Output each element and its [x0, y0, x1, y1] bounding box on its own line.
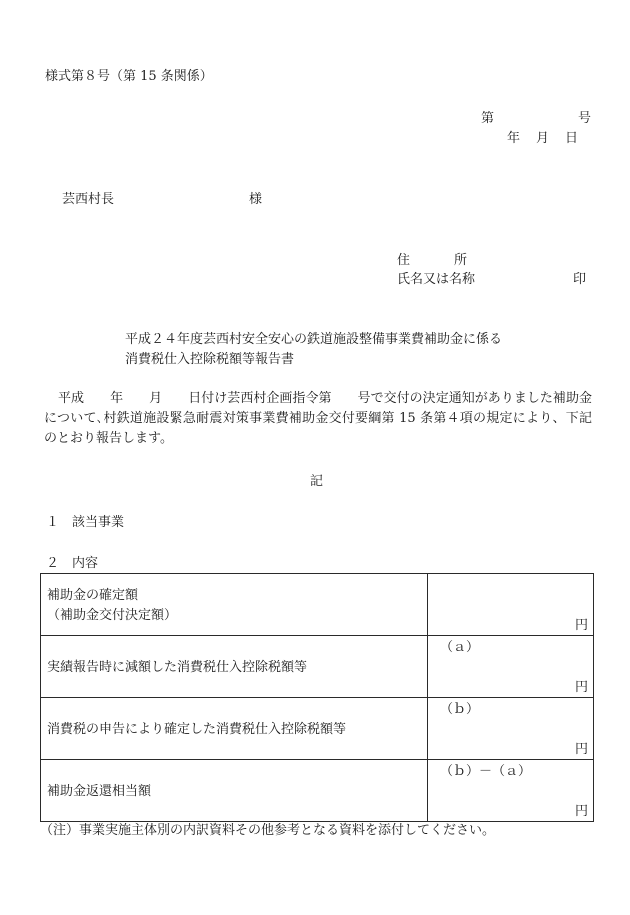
row-label: 補助金返還相当額: [47, 784, 152, 799]
table-label-cell: [41, 636, 428, 698]
doc-number-prefix: 第: [481, 111, 495, 126]
yen-unit: 円: [574, 680, 588, 695]
row-label: 実績報告時に減額した消費税仕入控除税額等: [47, 660, 308, 675]
address-label-part1: 住: [397, 253, 411, 268]
body-paragraph: [44, 389, 592, 449]
form-number: 様式第８号（第 15 条関係）: [45, 69, 213, 84]
table-value-cell[interactable]: [428, 636, 594, 698]
table-label-cell: [41, 760, 428, 822]
date-year: 年: [507, 131, 521, 146]
address-label: [397, 254, 467, 267]
table-value-cell[interactable]: [428, 574, 594, 636]
row-label: 消費税の申告により確定した消費税仕入控除税額等: [47, 722, 347, 737]
table-value-cell[interactable]: [428, 698, 594, 760]
addressee-honorific: 様: [249, 192, 263, 207]
body-day-ref: 日付け芸西村企画指令第: [188, 391, 332, 406]
name-label: 氏名又は名称: [397, 272, 476, 287]
body-year: 年: [110, 391, 124, 406]
date-month: 月: [536, 131, 550, 146]
ki-heading: 記: [310, 474, 324, 489]
body-rest: 号で交付の決定通知がありました補助金について､村鉄道施設緊急耐震対策事業費補助金交付要綱第 15 条第４項の規定により、下記のとおり報告します。: [44, 391, 592, 446]
table-row: [41, 698, 594, 760]
date-day: 日: [565, 131, 579, 146]
content-table: [40, 573, 594, 822]
section-2-heading: ２ 内容: [46, 556, 99, 571]
table-label-cell: [41, 574, 428, 636]
body-month: 月: [149, 391, 163, 406]
table-row: [41, 574, 594, 636]
address-label-part2: 所: [454, 253, 468, 268]
table-row: [41, 760, 594, 822]
yen-unit: 円: [574, 742, 588, 757]
footnote: （注）事業実施主体別の内訳資料その他参考となる資料を添付してください。: [40, 823, 496, 838]
row-label: 補助金の確定額: [47, 588, 139, 603]
addressee-name: 芸西村長: [62, 192, 115, 207]
table-label-cell: [41, 698, 428, 760]
row-mark: （ａ）: [440, 640, 480, 655]
report-title-line2: 消費税仕入控除税額等報告書: [125, 352, 295, 367]
table-value-cell[interactable]: [428, 760, 594, 822]
section-1-heading: １ 該当事業: [46, 515, 125, 530]
yen-unit: 円: [574, 618, 588, 633]
doc-number-suffix: 号: [578, 111, 592, 126]
table-row: [41, 636, 594, 698]
body-heisei: 平成: [58, 391, 85, 406]
row-sublabel: （補助金交付決定額）: [47, 608, 178, 623]
row-mark: （ｂ）: [440, 702, 480, 717]
seal-mark: 印: [573, 272, 587, 287]
report-title-line1: 平成２４年度芸西村安全安心の鉄道施設整備事業費補助金に係る: [125, 332, 503, 347]
date-line: [507, 132, 594, 145]
row-mark: （ｂ）－（ａ）: [440, 764, 532, 779]
yen-unit: 円: [574, 804, 588, 819]
